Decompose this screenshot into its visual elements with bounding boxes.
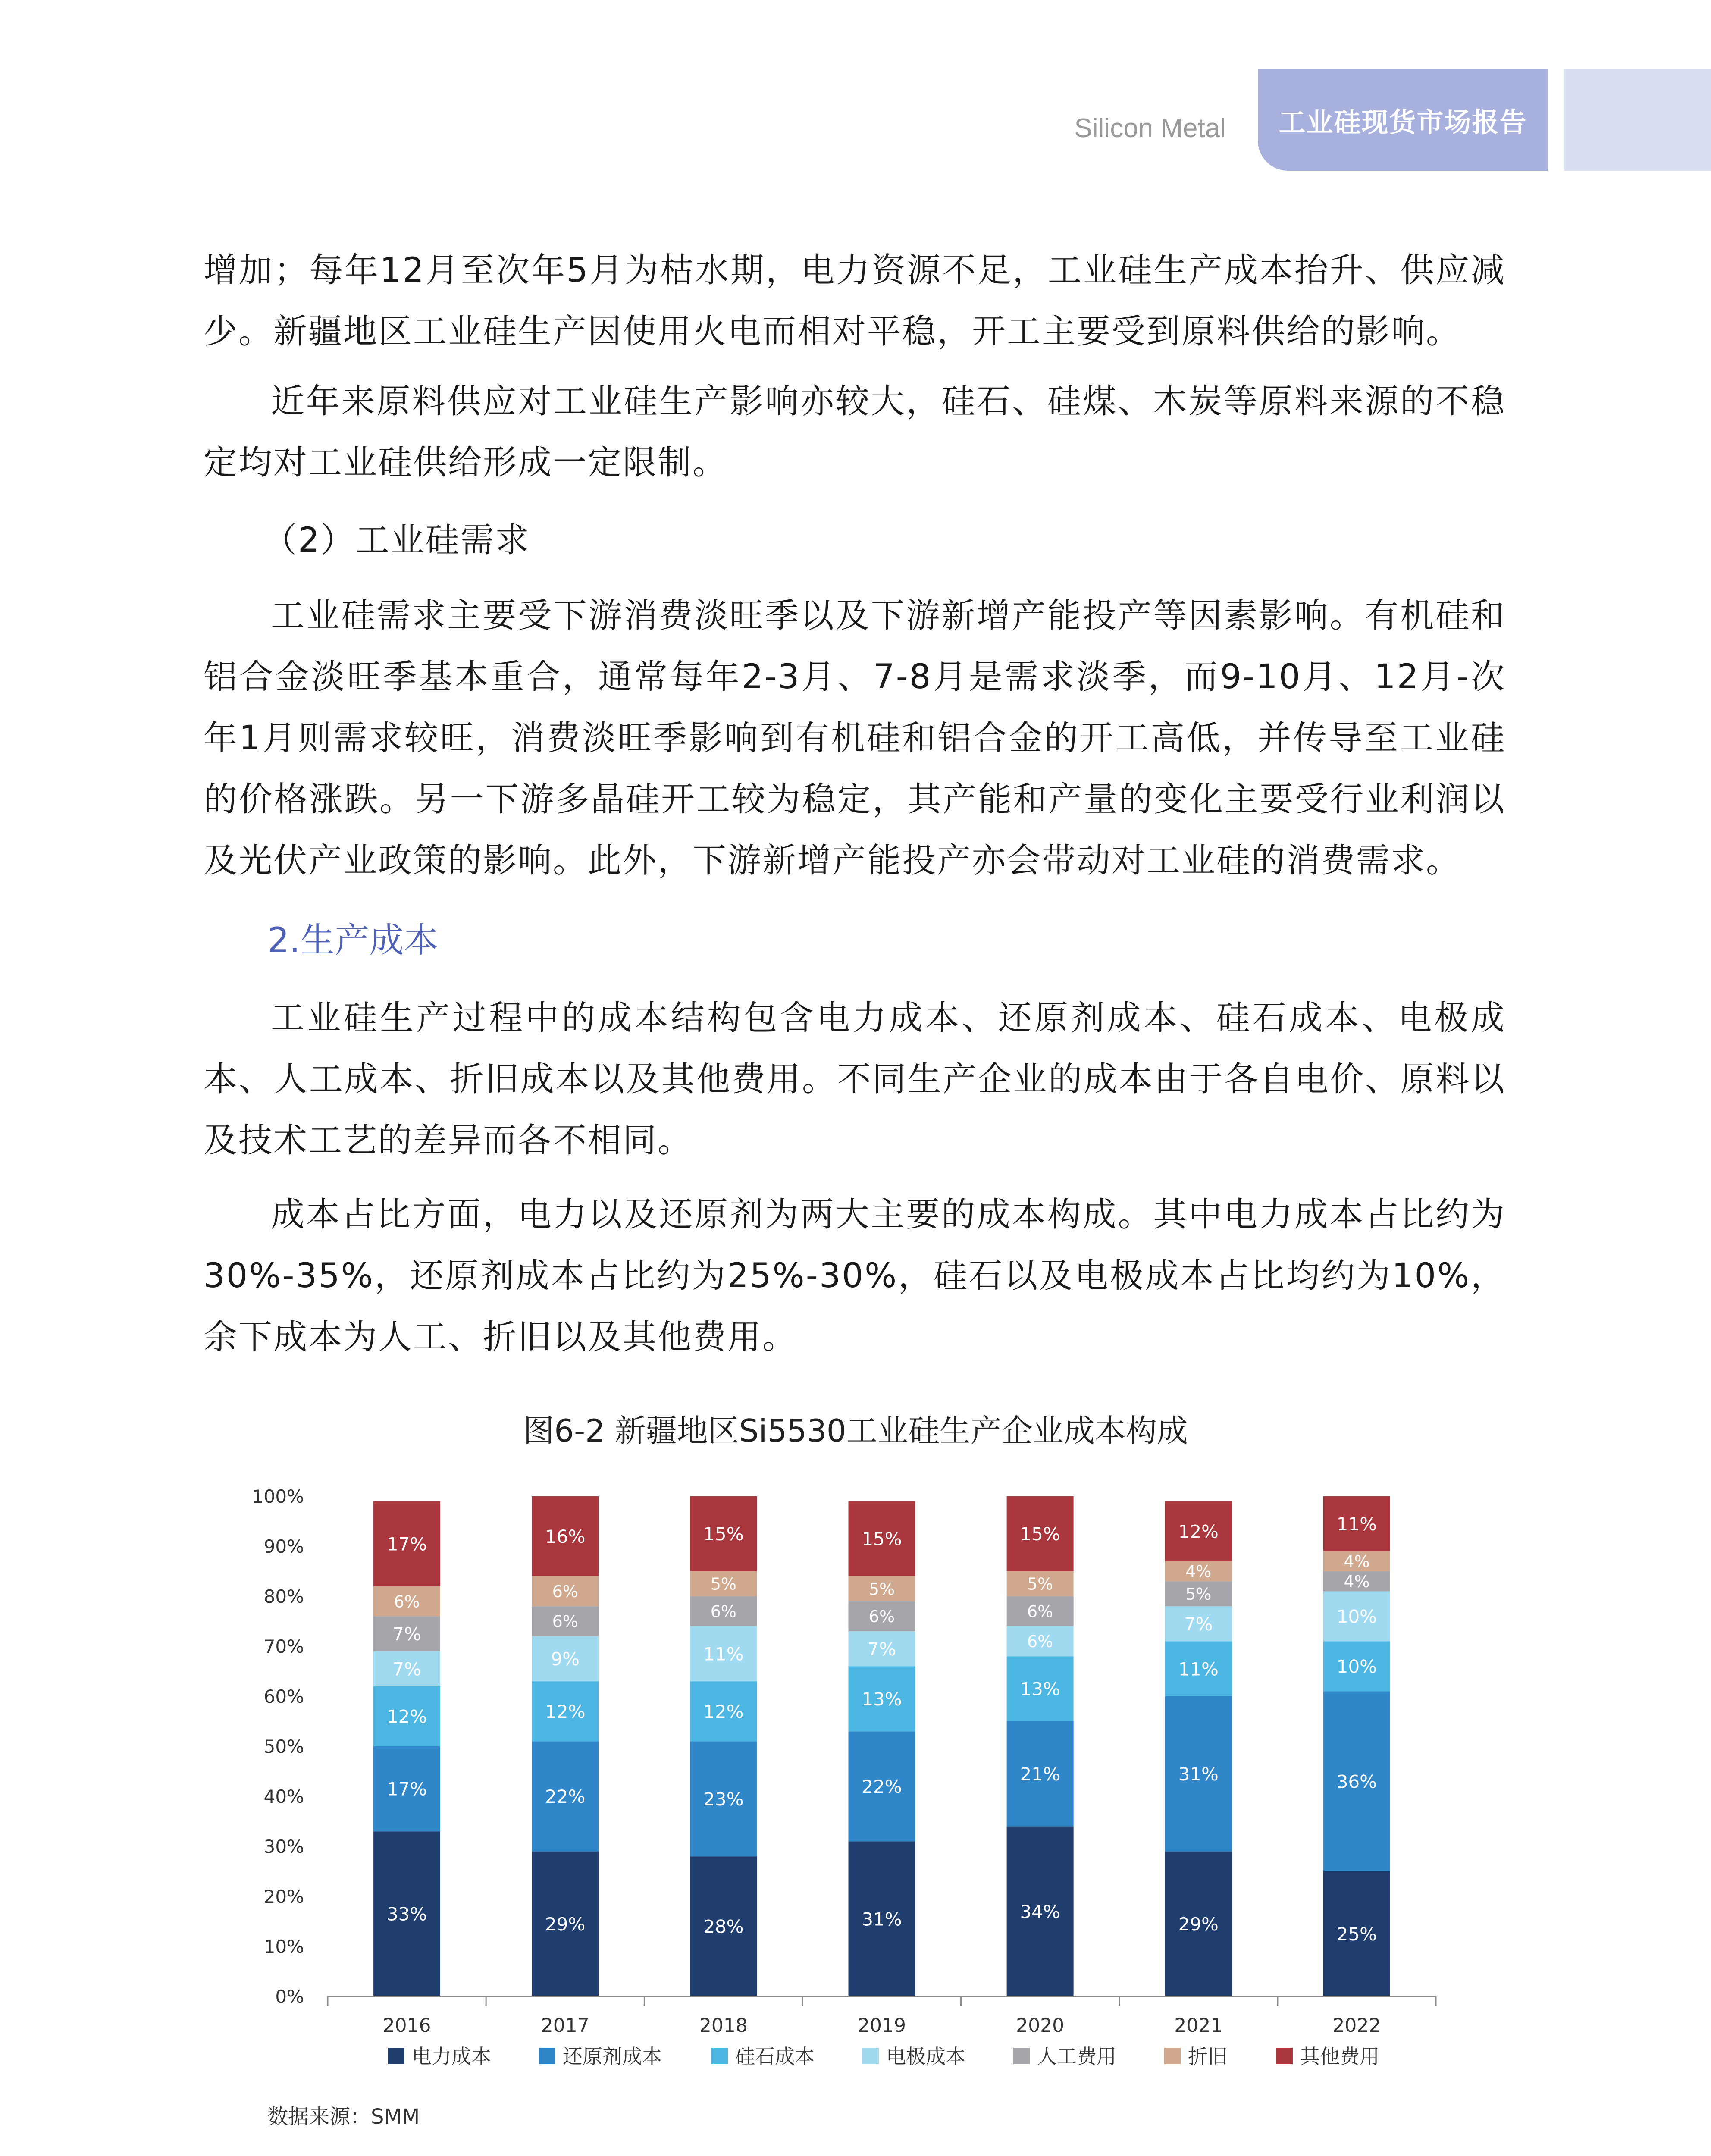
legend-swatch (539, 2048, 555, 2064)
paragraph-cost-share: 成本占比方面，电力以及还原剂为两大主要的成本构成。其中电力成本占比约为30%-35%，还原剂成本占比约为25%-30%，硅石以及电极成本占比均约为10%，余下成本为人工、折旧以及其他费用。 (204, 1195, 1506, 1357)
data-label: 29% (1178, 1913, 1219, 1935)
data-label: 6% (394, 1592, 420, 1611)
x-tick-label: 2018 (699, 2015, 748, 2037)
data-label: 12% (1178, 1521, 1219, 1542)
data-label: 33% (386, 1903, 427, 1925)
data-label: 15% (1020, 1523, 1060, 1545)
data-label: 34% (1020, 1901, 1060, 1922)
data-label: 22% (545, 1786, 586, 1808)
y-tick-label: 100% (252, 1486, 304, 1507)
data-label: 31% (862, 1908, 902, 1930)
legend-swatch (388, 2048, 404, 2064)
data-label: 11% (703, 1643, 744, 1665)
data-label: 5% (710, 1574, 737, 1594)
data-label: 9% (551, 1648, 580, 1670)
figure-title: 图6-2 新疆地区Si5530工业硅生产企业成本构成 (523, 1413, 1188, 1449)
data-label: 5% (1027, 1574, 1053, 1594)
data-label: 12% (703, 1701, 744, 1722)
data-label: 5% (1185, 1584, 1212, 1604)
data-label: 6% (710, 1602, 737, 1621)
legend-swatch (711, 2048, 728, 2064)
legend-label: 电极成本 (886, 2045, 965, 2068)
y-tick-label: 0% (275, 1986, 304, 2007)
data-label: 21% (1020, 1763, 1060, 1785)
data-label: 15% (703, 1523, 744, 1545)
paragraph-water-season: 增加；每年12月至次年5月为枯水期，电力资源不足，工业硅生产成本抬升、供应减少。新疆地区工业硅生产因使用火电而相对平稳，开工主要受到原料供给的影响。 (204, 251, 1506, 351)
data-source: 数据来源：SMM (267, 2105, 420, 2129)
subheading-demand: （2）工业硅需求 (263, 521, 530, 560)
data-label: 11% (1178, 1658, 1219, 1680)
legend-label: 电力成本 (412, 2045, 491, 2068)
legend-label: 折旧 (1188, 2045, 1228, 2068)
legend-swatch (1164, 2048, 1181, 2064)
legend-label: 人工费用 (1037, 2045, 1116, 2068)
legend-label: 还原剂成本 (563, 2045, 662, 2068)
x-tick-label: 2022 (1332, 2015, 1381, 2037)
data-label: 7% (1184, 1613, 1213, 1635)
y-tick-label: 70% (263, 1636, 304, 1657)
x-tick-label: 2017 (541, 2015, 589, 2037)
paragraph-demand: 工业硅需求主要受下游消费淡旺季以及下游新增产能投产等因素影响。有机硅和铝合金淡旺季基本重合，通常每年2-3月、7-8月是需求淡季，而9-10月、12月-次年1月则需求较旺，消费淡旺季影响到有机硅和铝合金的开工高低，并传导至工业硅的价格涨跌。另一下游多晶硅开工较为稳定，其产能和产量的变化主要受行业利润以及光伏产业政策的影响。此外，下游新增产能投产亦会带动对工业硅的消费需求。 (204, 596, 1506, 880)
data-label: 6% (1027, 1602, 1053, 1621)
data-label: 10% (1336, 1656, 1377, 1677)
x-tick-label: 2016 (382, 2015, 431, 2037)
y-tick-label: 50% (263, 1736, 304, 1757)
data-label: 16% (545, 1526, 586, 1547)
legend-label: 其他费用 (1300, 2045, 1379, 2068)
data-label: 15% (862, 1528, 902, 1550)
data-label: 4% (1344, 1552, 1370, 1571)
x-tick-label: 2021 (1174, 2015, 1223, 2037)
data-label: 12% (386, 1706, 427, 1727)
y-tick-label: 10% (263, 1936, 304, 1957)
data-label: 7% (392, 1658, 421, 1680)
section-heading-cost: 2.生产成本 (267, 920, 439, 960)
header-english-title: Silicon Metal (1074, 113, 1226, 143)
data-label: 6% (552, 1582, 578, 1601)
data-label: 36% (1336, 1771, 1377, 1792)
data-label: 12% (545, 1701, 586, 1722)
legend-swatch (1013, 2048, 1030, 2064)
data-label: 31% (1178, 1763, 1219, 1785)
data-label: 11% (1336, 1513, 1377, 1535)
data-label: 7% (867, 1638, 896, 1660)
legend-swatch (1276, 2048, 1293, 2064)
y-tick-label: 20% (263, 1886, 304, 1907)
data-label: 25% (1336, 1924, 1377, 1945)
data-label: 29% (545, 1913, 586, 1935)
data-label: 7% (392, 1623, 421, 1645)
data-label: 22% (862, 1776, 902, 1797)
legend-swatch (862, 2048, 879, 2064)
x-tick-label: 2020 (1016, 2015, 1065, 2037)
data-label: 13% (1020, 1678, 1060, 1700)
y-tick-label: 80% (263, 1586, 304, 1607)
data-label: 17% (386, 1778, 427, 1800)
data-label: 5% (868, 1579, 895, 1599)
paragraph-cost-structure: 工业硅生产过程中的成本结构包含电力成本、还原剂成本、硅石成本、电极成本、人工成本、折旧成本以及其他费用。不同生产企业的成本由于各自电价、原料以及技术工艺的差异而各不相同。 (204, 999, 1506, 1160)
x-tick-label: 2019 (858, 2015, 906, 2037)
data-label: 23% (703, 1788, 744, 1810)
data-label: 17% (386, 1533, 427, 1555)
data-label: 10% (1336, 1606, 1377, 1627)
legend-label: 硅石成本 (735, 2045, 815, 2068)
y-tick-label: 60% (263, 1686, 304, 1707)
paragraph-raw-material: 近年来原料供应对工业硅生产影响亦较大，硅石、硅煤、木炭等原料来源的不稳定均对工业硅供给形成一定限制。 (204, 382, 1506, 482)
y-tick-label: 40% (263, 1786, 304, 1807)
y-tick-label: 30% (263, 1836, 304, 1857)
data-label: 6% (552, 1612, 578, 1631)
data-label: 28% (703, 1916, 744, 1937)
data-label: 4% (1185, 1562, 1212, 1581)
y-tick-label: 90% (263, 1536, 304, 1557)
header-report-title: 工业硅现货市场报告 (1258, 69, 1548, 171)
data-label: 6% (868, 1607, 895, 1626)
data-label: 4% (1344, 1572, 1370, 1591)
data-label: 6% (1027, 1632, 1053, 1651)
data-label: 13% (862, 1688, 902, 1710)
